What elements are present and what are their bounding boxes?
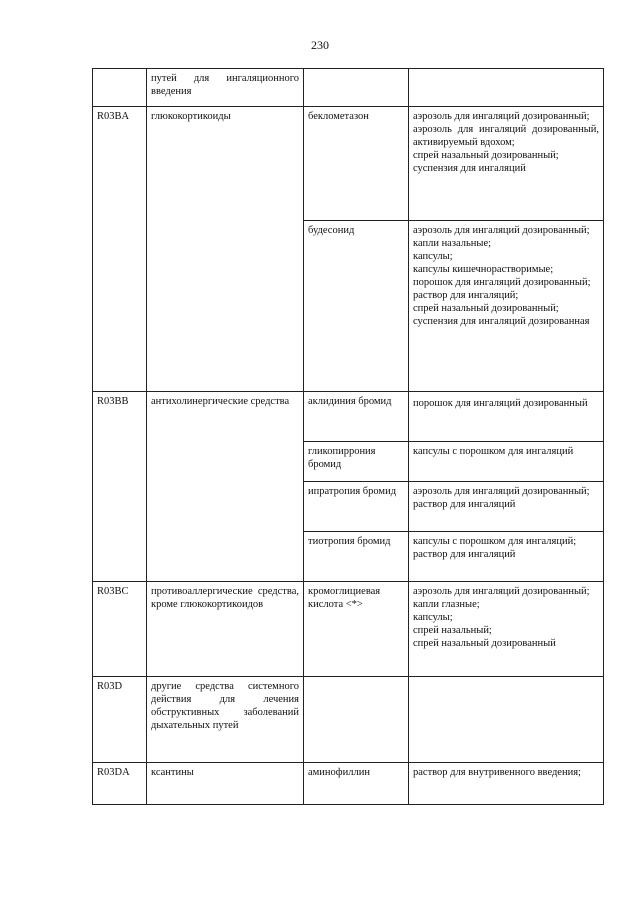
drug-name-cell: ипратропия бромид <box>304 482 409 532</box>
dosage-form: раствор для ингаляций; <box>413 290 519 301</box>
dosage-form: аэрозоль для ингаляций дозированный, активируемый вдохом; <box>413 124 599 148</box>
dosage-forms-cell <box>409 677 604 763</box>
drug-name-cell <box>304 69 409 107</box>
dosage-form: раствор для внутривенного введения; <box>413 767 581 778</box>
dosage-form: суспензия для ингаляций <box>413 163 526 174</box>
table-row <box>93 392 604 442</box>
drug-name-cell: будесонид <box>304 221 409 392</box>
group-cell: путей для ингаляционного введения <box>147 69 304 107</box>
atc-code-cell: R03DA <box>93 763 147 805</box>
table-row <box>93 763 604 805</box>
dosage-form: порошок для ингаляций дозированный; <box>413 277 591 288</box>
dosage-form: капсулы кишечнорастворимые; <box>413 264 554 275</box>
group-cell: противоаллергические средства, кроме глюкокортикоидов <box>147 582 304 677</box>
dosage-form: спрей назальный; <box>413 625 492 636</box>
dosage-form: раствор для ингаляций <box>413 499 516 510</box>
dosage-forms-cell <box>409 582 604 677</box>
atc-code-cell: R03BB <box>93 392 147 582</box>
drug-name-cell: кромоглициевая кислота <*> <box>304 582 409 677</box>
dosage-form: спрей назальный дозированный; <box>413 150 559 161</box>
dosage-forms-cell <box>409 392 604 442</box>
atc-code-cell <box>93 69 147 107</box>
dosage-form: капсулы; <box>413 251 453 262</box>
dosage-form: спрей назальный дозированный <box>413 638 556 649</box>
dosage-form: капли глазные; <box>413 599 480 610</box>
group-cell: ксантины <box>147 763 304 805</box>
dosage-form: капсулы; <box>413 612 453 623</box>
dosage-form: порошок для ингаляций дозированный <box>413 398 588 409</box>
dosage-form: суспензия для ингаляций дозированная <box>413 316 590 327</box>
drug-name-cell: гликопиррония бромид <box>304 442 409 482</box>
dosage-form: аэрозоль для ингаляций дозированный; <box>413 225 590 236</box>
group-cell: глюкокортикоиды <box>147 107 304 392</box>
dosage-form: капсулы с порошком для ингаляций; <box>413 536 577 547</box>
dosage-form: капсулы с порошком для ингаляций <box>413 446 574 457</box>
drug-name-cell: тиотропия бромид <box>304 532 409 582</box>
dosage-form: аэрозоль для ингаляций дозированный; <box>413 586 590 597</box>
atc-code-cell: R03BA <box>93 107 147 392</box>
dosage-forms-cell <box>409 107 604 221</box>
dosage-forms-cell <box>409 763 604 805</box>
table-row <box>93 582 604 677</box>
dosage-form: капли назальные; <box>413 238 492 249</box>
atc-code-cell: R03D <box>93 677 147 763</box>
dosage-forms-cell <box>409 482 604 532</box>
group-cell: антихолинергические средства <box>147 392 304 582</box>
drug-name-cell: аминофиллин <box>304 763 409 805</box>
atc-code-cell: R03BC <box>93 582 147 677</box>
dosage-forms-cell <box>409 69 604 107</box>
medication-table <box>92 68 604 805</box>
table-row <box>93 677 604 763</box>
table-row <box>93 107 604 221</box>
group-cell: другие средства системного действия для лечения обструктивных заболеваний дыхательных путей <box>147 677 304 763</box>
drug-name-cell: аклидиния бромид <box>304 392 409 442</box>
dosage-form: аэрозоль для ингаляций дозированный; <box>413 486 590 497</box>
page-number: 230 <box>311 38 329 52</box>
dosage-forms-cell <box>409 221 604 392</box>
drug-name-cell: беклометазон <box>304 107 409 221</box>
dosage-forms-cell <box>409 532 604 582</box>
dosage-form: аэрозоль для ингаляций дозированный; <box>413 111 590 122</box>
dosage-forms-cell <box>409 442 604 482</box>
dosage-form: раствор для ингаляций <box>413 549 516 560</box>
drug-name-cell <box>304 677 409 763</box>
table-row <box>93 69 604 107</box>
dosage-form: спрей назальный дозированный; <box>413 303 559 314</box>
